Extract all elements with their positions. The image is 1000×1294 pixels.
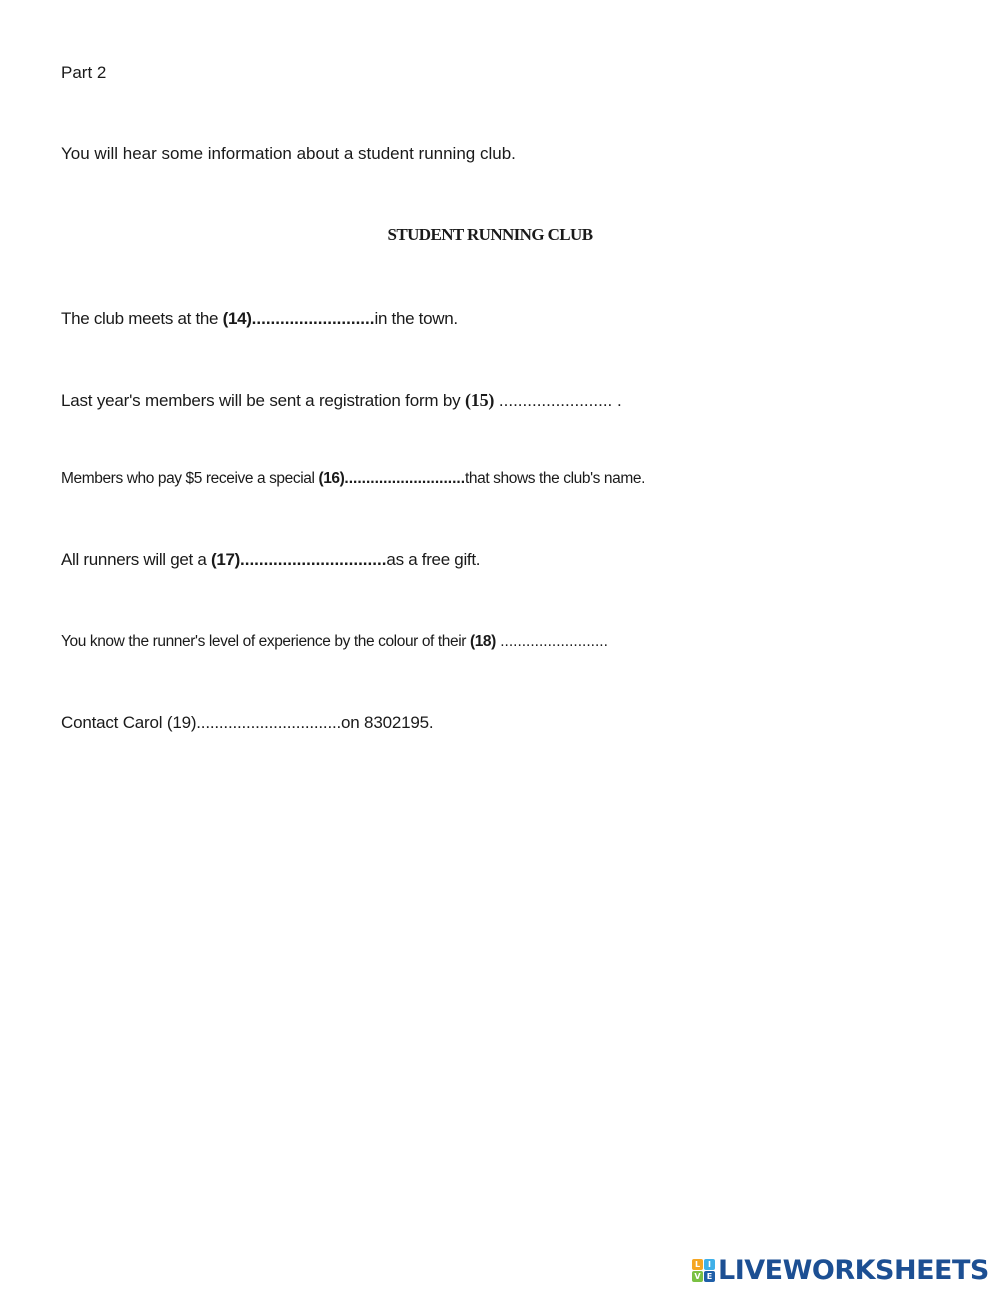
answer-blank-16[interactable]: ............................ [344, 470, 466, 487]
question-14-text-after: in the town. [374, 309, 458, 328]
logo-mark-i: I [704, 1259, 715, 1270]
question-15-text-before: Last year's members will be sent a registration form by [61, 391, 465, 410]
answer-blank-18[interactable]: ......................... [495, 633, 608, 650]
question-18 [61, 633, 608, 651]
question-18-number: (18) [469, 633, 496, 650]
liveworksheets-logo[interactable] [692, 1255, 989, 1285]
logo-mark-v: V [692, 1271, 703, 1282]
question-14 [61, 309, 458, 329]
question-15-number: (15) [464, 390, 495, 410]
intro-text: You will hear some information about a student running club. [61, 144, 516, 163]
part-label: Part 2 [61, 63, 107, 82]
answer-blank-17[interactable]: ............................... [240, 550, 387, 569]
logo-text: LIVEWORKSHEETS [718, 1254, 989, 1286]
answer-blank-14[interactable]: .......................... [251, 309, 375, 328]
question-18-text-before: You know the runner's level of experience by the colour of their [61, 633, 470, 650]
logo-mark-e: E [704, 1271, 715, 1282]
question-19[interactable]: Contact Carol (19)................................on 8302195. [61, 713, 434, 732]
question-16 [61, 470, 645, 488]
question-16-text-before: Members who pay $5 receive a special [61, 470, 319, 487]
question-17 [61, 550, 480, 570]
liveworksheets-logo-icon [692, 1259, 715, 1282]
answer-blank-15[interactable]: ........................ . [494, 391, 622, 410]
question-17-text-before: All runners will get a [61, 550, 211, 569]
question-14-number: (14) [222, 309, 252, 328]
question-14-text-before: The club meets at the [61, 309, 223, 328]
question-16-text-after: that shows the club's name. [465, 470, 645, 487]
page-title: STUDENT RUNNING CLUB [387, 225, 593, 244]
question-15 [61, 390, 622, 411]
question-16-number: (16) [318, 470, 345, 487]
question-17-text-after: as a free gift. [386, 550, 481, 569]
question-17-number: (17) [210, 550, 240, 569]
logo-mark-l: L [692, 1259, 703, 1270]
